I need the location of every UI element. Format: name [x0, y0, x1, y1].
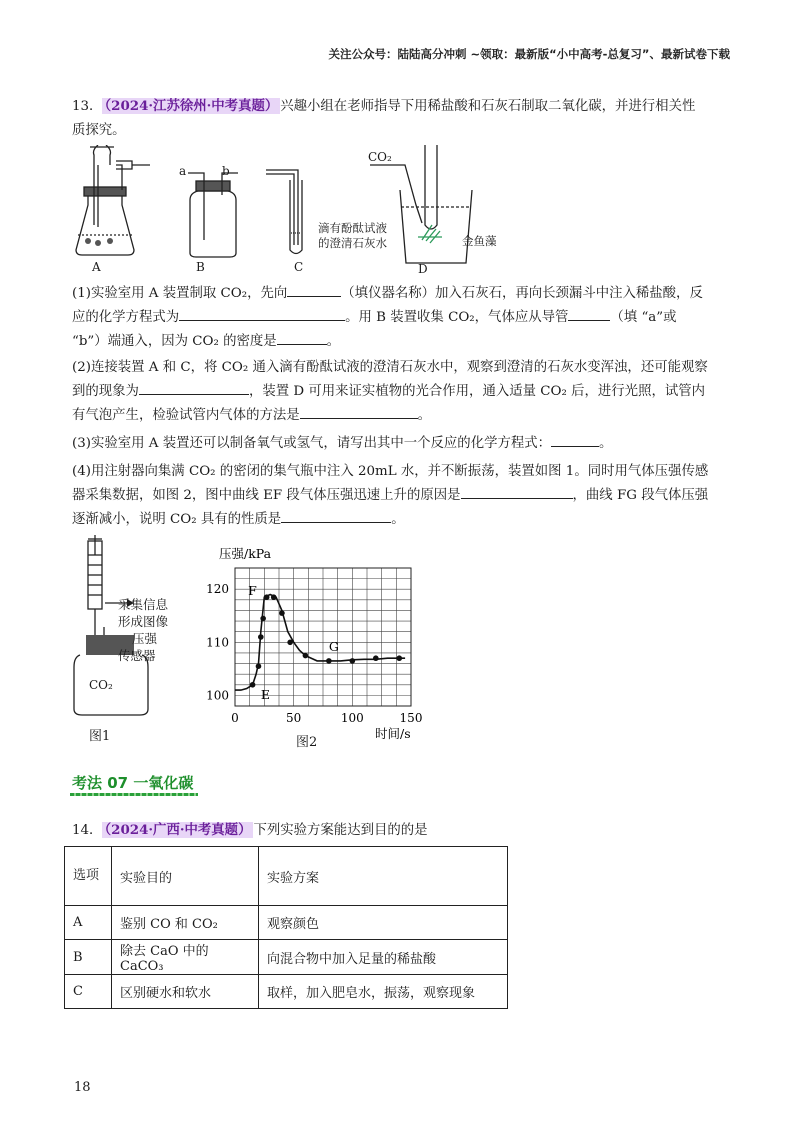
q13-p2-text-b: 到的现象为 [72, 384, 139, 399]
blank-instrument [287, 282, 341, 297]
q13-p3-text-b: 。 [599, 436, 613, 451]
row-a-plan: 观察颜色 [259, 906, 508, 940]
blank-co2-property [281, 508, 391, 523]
co2-inlet-label: CO₂ [368, 150, 392, 164]
table-row [65, 975, 508, 1009]
blank-density [277, 330, 327, 345]
q13-part4 [72, 460, 732, 532]
data-point [279, 610, 285, 616]
apparatus-figure [70, 145, 510, 280]
q13-p2-text-e: 。 [417, 408, 432, 423]
q14-stem [72, 818, 732, 843]
x-tick-label: 50 [286, 711, 302, 725]
blank-equation-1 [179, 306, 345, 321]
plant-label: 金鱼藻 [462, 234, 497, 248]
x-tick-label: 100 [340, 711, 364, 725]
blank-ef-reason [461, 484, 573, 499]
q13-p1-text-c: 应的化学方程式为 [72, 310, 180, 325]
header-purpose: 实验目的 [112, 847, 259, 906]
blank-port [568, 306, 610, 321]
y-axis-label: 压强/kPa [219, 546, 272, 561]
q13-p4-text-d: 逐渐减小，说明 CO₂ 具有的性质是 [72, 512, 282, 527]
blank-phenomenon [139, 380, 249, 395]
port-b-label: b [222, 164, 230, 178]
q14-source-tag: （2024·广西·中考真题） [104, 822, 252, 838]
row-a-option: A [65, 906, 112, 940]
q13-p1-text-g: 。 [326, 334, 341, 349]
q13-p2-text-a: (2)连接装置 A 和 C，将 CO₂ 通入滴有酚酞试液的澄清石灰水中，观察到澄清的石灰水变浑浊，还可能观察 [72, 360, 708, 375]
data-point [264, 594, 270, 600]
apparatus-b-label: B [196, 260, 205, 274]
page-number: 18 [74, 1080, 91, 1095]
fig2-caption: 图2 [296, 735, 318, 750]
row-a-purpose: 鉴别 CO 和 CO₂ [112, 906, 259, 940]
data-point [350, 658, 356, 664]
table-header-row [65, 847, 508, 906]
table-row [65, 906, 508, 940]
q13-stem [72, 94, 732, 143]
fig1-caption: 图1 [89, 729, 111, 744]
q13-p4-text-a: (4)用注射器向集满 CO₂ 的密闭的集气瓶中注入 20mL 水，并不断振荡，装置如图 1。同时用气体压强传感 [72, 464, 709, 479]
q13-p4-text-b: 器采集数据，如图 2，图中曲线 EF 段气体压强迅速上升的原因是 [72, 488, 461, 503]
point-annotation: E [260, 686, 270, 702]
row-c-purpose: 区别硬水和软水 [112, 975, 259, 1009]
q13-stem-line2: 质探究。 [72, 123, 126, 138]
data-point [287, 640, 293, 646]
q13-p1-text-a: (1)实验室用 A 装置制取 CO₂，先向 [72, 286, 288, 301]
tube-c-note-1: 滴有酚酞试液 [318, 221, 387, 235]
q13-part1 [72, 282, 732, 354]
data-point [256, 663, 262, 669]
blank-equation-2 [551, 432, 599, 447]
data-point [250, 682, 256, 688]
tube-c-note-2: 的澄清石灰水 [318, 236, 387, 250]
header-option: 选项 [65, 847, 112, 906]
port-a-label: a [179, 164, 187, 178]
section-heading: 考法 07 一氧化碳 [72, 774, 194, 792]
x-tick-label: 150 [399, 711, 423, 725]
q13-p1-text-d: 。用 B 装置收集 CO₂，气体应从导管 [345, 310, 569, 325]
q14-stem-text: 下列实验方案能达到目的的是 [253, 823, 428, 838]
x-tick-label: 0 [231, 711, 239, 725]
pressure-chart [195, 540, 435, 740]
data-point [303, 653, 309, 659]
y-tick-label: 110 [206, 635, 229, 650]
row-b-option: B [65, 940, 112, 975]
q13-p4-text-c: ，曲线 FG 段气体压强 [572, 488, 709, 503]
row-c-option: C [65, 975, 112, 1009]
y-tick-label: 100 [206, 688, 229, 703]
figure-1-apparatus [66, 535, 176, 735]
point-annotation: F [248, 583, 257, 599]
q13-p1-text-f: “b”）端通入，因为 CO₂ 的密度是 [72, 334, 277, 349]
q13-part3 [72, 432, 732, 456]
q13-p1-text-b: （填仪器名称）加入石灰石，再向长颈漏斗中注入稀盐酸，反 [341, 286, 703, 301]
options-table [64, 846, 508, 1009]
data-point [260, 616, 266, 622]
apparatus-c-label: C [294, 260, 304, 274]
apparatus-d-label: D [418, 262, 428, 276]
page-header: 关注公众号：陆陆高分冲刺 ~领取：最新版“小中高考-总复习”、最新试卷下载 [328, 47, 730, 61]
q14-number: 14． [72, 823, 103, 838]
table-row [65, 940, 508, 975]
data-point [271, 594, 277, 600]
q13-stem-line1: 兴趣小组在老师指导下用稀盐酸和石灰石制取二氧化碳，并进行相关性 [280, 99, 696, 114]
data-point [326, 658, 332, 664]
row-b-plan: 向混合物中加入足量的稀盐酸 [259, 940, 508, 975]
header-plan: 实验方案 [259, 847, 508, 906]
q13-p4-text-e: 。 [391, 512, 405, 527]
y-tick-label: 120 [206, 582, 229, 597]
fig1-note-1: 采集信息 [118, 597, 169, 612]
data-point [373, 655, 379, 661]
apparatus-a-label: A [92, 260, 101, 274]
fig1-note-2: 形成图像 [118, 614, 169, 629]
row-c-plan: 取样，加入肥皂水，振荡，观察现象 [259, 975, 508, 1009]
q13-p3-text-a: (3)实验室用 A 装置还可以制备氧气或氢气，请写出其中一个反应的化学方程式： [72, 436, 552, 451]
fig1-note-4: 传感器 [118, 648, 156, 663]
q13-p2-text-c: ，装置 D 可用来证实植物的光合作用，通入适量 CO₂ 后，进行光照，试管内 [248, 384, 706, 399]
fig1-note-3: 压强 [132, 631, 158, 646]
data-point [258, 634, 264, 640]
fig1-bottle-label: CO₂ [89, 678, 113, 692]
q13-number: 13． [72, 99, 103, 114]
data-point [396, 655, 402, 661]
q13-p1-text-e: （填 “a”或 [610, 310, 677, 325]
blank-gas-test [300, 404, 418, 419]
section-underline [70, 793, 198, 796]
row-b-purpose: 除去 CaO 中的 CaCO₃ [112, 940, 259, 975]
x-axis-label: 时间/s [375, 726, 411, 740]
q13-p2-text-d: 有气泡产生，检验试管内气体的方法是 [72, 408, 300, 423]
point-annotation: G [328, 638, 339, 654]
q13-source-tag: （2024·江苏徐州·中考真题） [104, 98, 279, 114]
q13-part2 [72, 356, 732, 428]
